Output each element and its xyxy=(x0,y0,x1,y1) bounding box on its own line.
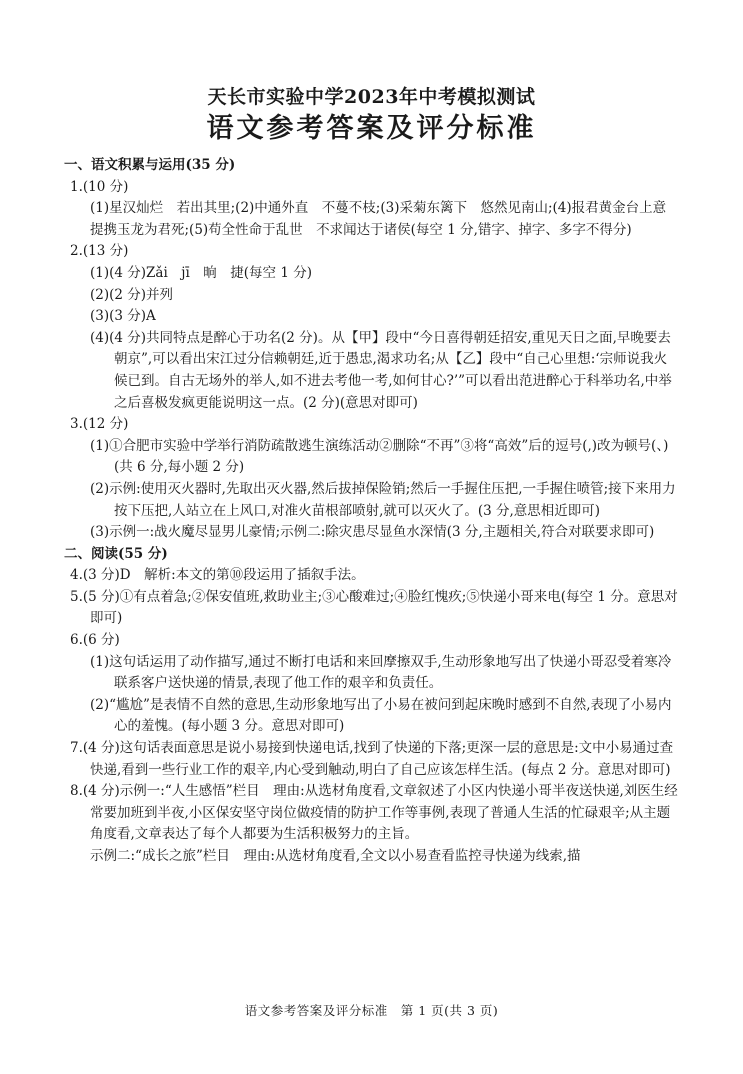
question-6-part-1: (1)这句话运用了动作描写,通过不断打电话和来回摩擦双手,生动形象地写出了快递小哥忍受着寒冷联系客户送快递的情景,表现了他工作的艰辛和负责任。 xyxy=(90,653,672,692)
question-3-heading: 3.(12 分) xyxy=(70,416,129,433)
question-3-part-1: (1)①合肥市实验中学举行消防疏散逃生演练活动②删除“不再”③将“高效”后的逗号(,)改为顿号(、)(共 6 分,每小题 2 分) xyxy=(90,437,669,476)
question-1-answer: (1)星汉灿烂 若出其里;(2)中通外直 不蔓不枝;(3)采菊东篱下 悠然见南山;(4)报君黄金台上意 提携玉龙为君死;(5)苟全性命于乱世 不求闻达于诸侯(每空 1 分,错字、掉字、多字不得分) xyxy=(90,200,680,238)
document-body xyxy=(64,155,680,868)
question-7-answer: 7.(4 分)这句话表面意思是说小易接到快递电话,找到了快递的下落;更深一层的意思是:文中小易通过查快递,看到一些行业工作的艰辛,内心受到触动,明白了自己应该怎样生活。(每点 2 分。意思对即可) xyxy=(70,740,674,778)
page-footer: 语文参考答案及评分标准 第 1 页(共 3 页) xyxy=(244,1003,499,1018)
question-4-answer: 4.(3 分)D 解析:本文的第⑩段运用了插叙手法。 xyxy=(70,567,365,584)
question-2-part-3: (3)(3 分)A xyxy=(90,308,156,325)
question-2-heading: 2.(13 分) xyxy=(70,243,129,260)
question-6-heading: 6.(6 分) xyxy=(70,632,120,649)
document-header xyxy=(0,85,743,146)
question-5-answer: 5.(5 分)①有点着急;②保安值班,救助业主;③心酸难过;④脸红愧疚;⑤快递小哥来电(每空 1 分。意思对即可) xyxy=(70,588,678,627)
question-3-part-2: (2)示例:使用灭火器时,先取出灭火器,然后拔掉保险销;然后一手握住压把,一手握住喷管;接下来用力按下压把,人站立在上风口,对准火苗根部喷射,就可以灭火了。(3 分,意思相近即可) xyxy=(90,480,676,519)
question-2-part-1: (1)(4 分)Zǎi jī 晌 捷(每空 1 分) xyxy=(90,264,312,281)
section-1-title: 一、语文积累与运用(35 分) xyxy=(64,157,236,173)
question-8-answer: 8.(4 分)示例一:“人生感悟”栏目 理由:从选材角度看,文章叙述了小区内快递小哥半夜送快递,刘医生经常要加班到半夜,小区保安坚守岗位做疫情的防护工作等事例,表现了普通人生活的忙碌艰辛;从主题角度看,文章表达了每个人都要为生活积极努力的主旨。 xyxy=(70,783,678,843)
answer-key-title: 语文参考答案及评分标准 xyxy=(206,113,537,144)
question-6-part-2: (2)“尴尬”是表情不自然的意思,生动形象地写出了小易在被问到起床晚时感到不自然,表现了小易内心的羞愧。(每小题 3 分。意思对即可) xyxy=(90,696,672,735)
question-2-part-2: (2)(2 分)并列 xyxy=(90,286,174,303)
question-8-example-2: 示例二:“成长之旅”栏目 理由:从选材角度看,全文以小易查看监控寻快递为线索,描 xyxy=(90,848,581,864)
section-2-title: 二、阅读(55 分) xyxy=(64,545,168,562)
exam-title: 天长市实验中学2023年中考模拟测试 xyxy=(207,86,536,108)
question-1-heading: 1.(10 分) xyxy=(70,178,129,195)
question-3-part-3: (3)示例一:战火魔尽显男儿豪情;示例二:除灾患尽显鱼水深情(3 分,主题相关,符合对联要求即可) xyxy=(90,524,655,541)
question-2-part-4: (4)(4 分)共同特点是醉心于功名(2 分)。从【甲】段中“今日喜得朝廷招安,重见天日之面,早晚要去朝京”,可以看出宋江过分信赖朝廷,近于愚忠,渴求功名;从【乙】段中“自己心里想:‘宗师说我火候已到。自古无场外的举人,如不进去考他一考,如何甘心?’”可以看出范进醉心于科举功名,中举之后喜极发疯更能说明这一点。(2 分)(意思对即可) xyxy=(90,329,672,411)
